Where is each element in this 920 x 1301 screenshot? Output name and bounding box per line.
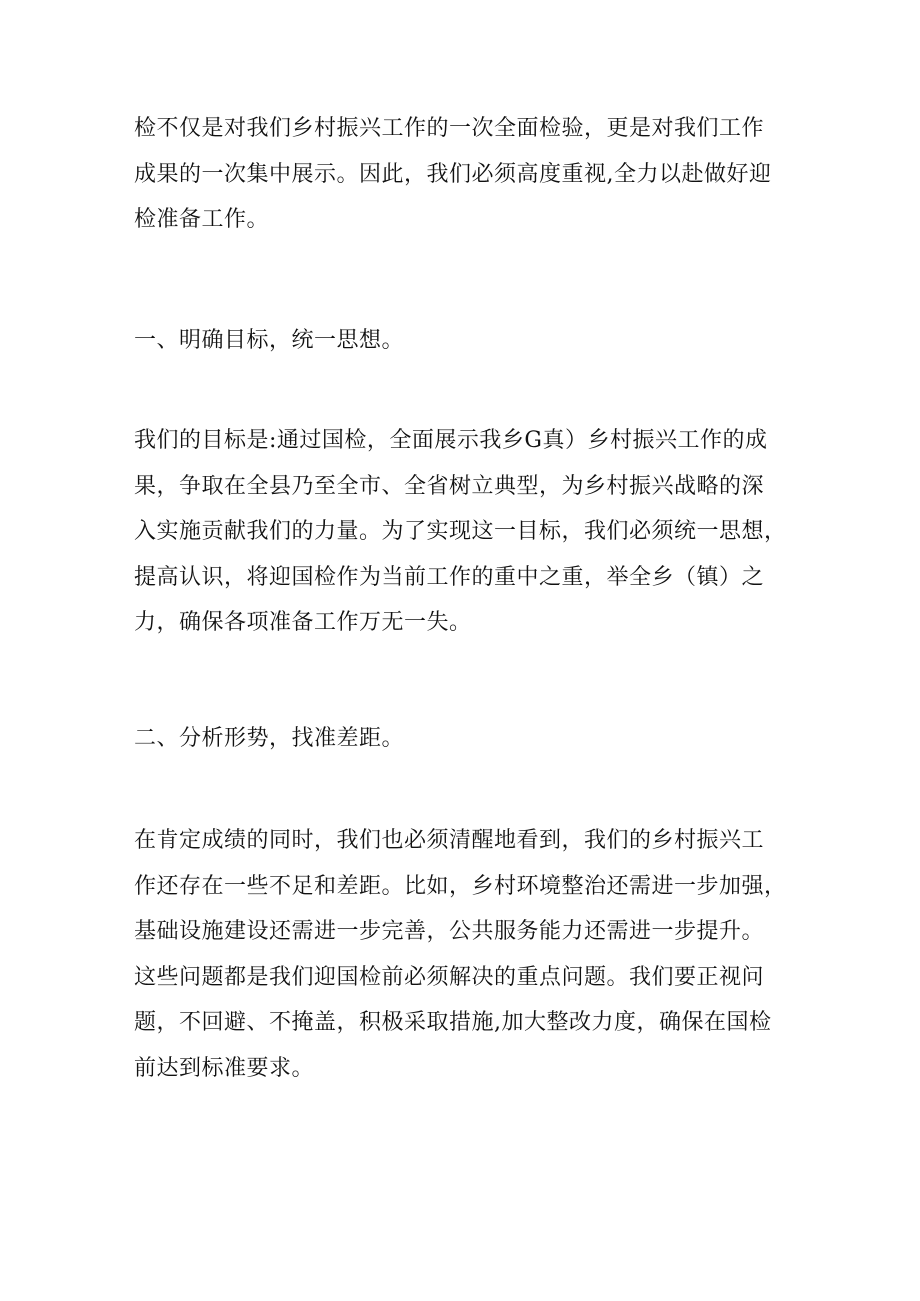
paragraph-3-line: 前达到标准要求。: [134, 1055, 315, 1081]
paragraph-2-line: 果，争取在全县乃至全市、全省树立典型，为乡村振兴战略的深: [134, 473, 765, 499]
heading-2: [134, 716, 794, 762]
paragraph-3-line: 基础设施建设还需进一步完善，公共服务能力还需进一步提升。: [134, 919, 765, 944]
paragraph-2-line: 我们的目标是:通过国检，全面展示我乡G真）乡村振兴工作的成: [134, 428, 768, 453]
paragraph-2-line: 入实施贡献我们的力量。为了实现这一目标，我们必须统一思想，: [134, 519, 787, 544]
heading-1: [134, 318, 794, 364]
paragraph-1-line: 成果的一次集中展示。因此，我们必须高度重视,全力以赴做好迎: [134, 161, 772, 187]
paragraph-2-line: 力，确保各项准备工作万无一失。: [134, 610, 472, 635]
paragraph-3-line: 作还存在一些不足和差距。比如，乡村环境整治还需进一步加强，: [134, 873, 787, 899]
paragraph-3-line: 题，不回避、不掩盖，积极采取措施,加大整改力度，确保在国检: [134, 1010, 772, 1035]
heading-1-text: 一、明确目标，统一思想。: [134, 328, 405, 353]
paragraph-2: [134, 418, 794, 646]
paragraph-1-line: 检不仅是对我们乡村振兴工作的一次全面检验，更是对我们工作: [134, 116, 765, 141]
paragraph-3-line: 这些问题都是我们迎国检前必须解决的重点问题。我们要正视问: [134, 964, 765, 990]
paragraph-3: [134, 818, 794, 1091]
paragraph-3-line: 在肯定成绩的同时，我们也必须清醒地看到，我们的乡村振兴工: [134, 828, 765, 853]
heading-2-text: 二、分析形势，找准差距。: [134, 726, 405, 751]
paragraph-1-line: 检准备工作。: [134, 207, 270, 232]
paragraph-2-line: 提高认识，将迎国检作为当前工作的重中之重，举全乡（镇）之: [134, 564, 765, 590]
paragraph-1: [134, 106, 794, 243]
